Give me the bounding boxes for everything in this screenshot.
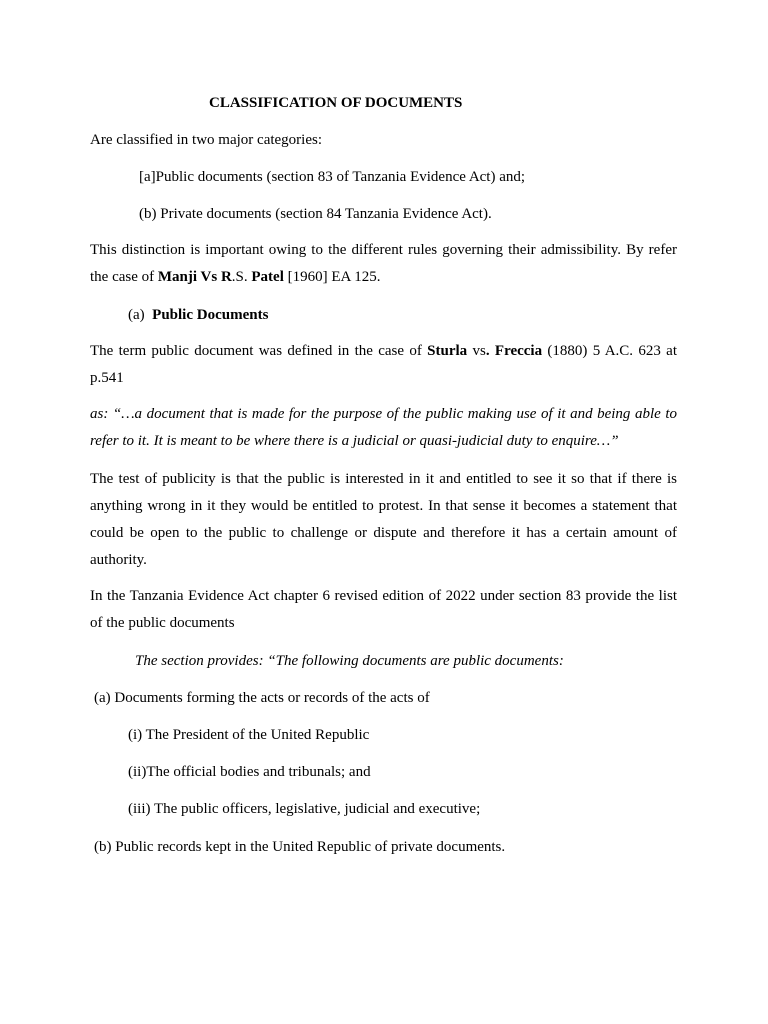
publicity-paragraph: [90, 466, 677, 574]
distinction-post: [1960] EA 125.: [283, 269, 381, 285]
publicity-line-4: authority.: [90, 552, 147, 568]
case-citation-freccia: . Freccia: [485, 343, 543, 359]
category-public: [a]Public documents (section 83 of Tanzania Evidence Act) and;: [139, 169, 526, 185]
heading-text: Public Documents: [152, 307, 269, 323]
definition-paragraph: [90, 338, 677, 392]
section-provides: The section provides: “The following documents are public documents:: [135, 653, 564, 669]
distinction-paragraph: [90, 237, 677, 291]
definition-post: (1880) 5 A.C. 623 at: [542, 343, 677, 359]
case-citation-sturla: Sturla: [427, 343, 468, 359]
definition-quote: [90, 401, 677, 455]
heading-marker: (a): [128, 307, 145, 323]
list-item-b: (b) Public records kept in the United Republic of private documents.: [94, 839, 506, 855]
evidence-act-paragraph: [90, 583, 677, 637]
case-citation-patel: Patel: [251, 269, 284, 285]
public-documents-heading: [128, 306, 268, 324]
definition-vs: vs: [467, 343, 486, 359]
definition-pre: The term public document was defined in the case of: [90, 343, 428, 359]
case-citation-s: .S: [231, 269, 244, 285]
evidence-act-line-2: of the public documents: [90, 615, 235, 631]
evidence-act-line-1: In the Tanzania Evidence Act chapter 6 revised edition of 2022 under section 83 provide the list: [90, 588, 677, 604]
distinction-line-2: [90, 264, 677, 291]
quote-line-2: refer to it. It is meant to be where there is a judicial or quasi-judicial duty to enquire…”: [90, 433, 619, 449]
publicity-line-3: could be open to the public to challenge or dispute and therefore it has a certain amount of: [90, 525, 677, 541]
definition-line-2: p.541: [90, 370, 124, 386]
case-citation-manji: Manji Vs R: [157, 269, 232, 285]
list-item-a: (a) Documents forming the acts or records of the acts of: [94, 690, 430, 706]
distinction-pre: the case of: [90, 269, 158, 285]
case-citation-dot: .: [243, 269, 252, 285]
list-item-ii: (ii)The official bodies and tribunals; and: [128, 764, 371, 780]
document-title: CLASSIFICATION OF DOCUMENTS: [209, 95, 463, 111]
definition-line-1: [90, 338, 677, 365]
publicity-line-1: The test of publicity is that the public is interested in it and entitled to see it so that if there is: [90, 471, 677, 487]
publicity-line-2: anything wrong in it they would be entitled to protest. In that sense it becomes a statement that: [90, 498, 677, 514]
distinction-line-1: This distinction is important owing to the different rules governing their admissibility. By refer: [90, 242, 677, 258]
intro-paragraph: Are classified in two major categories:: [90, 132, 323, 148]
quote-line-1: as: “…a document that is made for the purpose of the public making use of it and being able to: [90, 406, 677, 422]
list-item-i: (i) The President of the United Republic: [128, 727, 370, 743]
list-item-iii: (iii) The public officers, legislative, judicial and executive;: [128, 801, 481, 817]
category-private: (b) Private documents (section 84 Tanzania Evidence Act).: [139, 206, 492, 222]
